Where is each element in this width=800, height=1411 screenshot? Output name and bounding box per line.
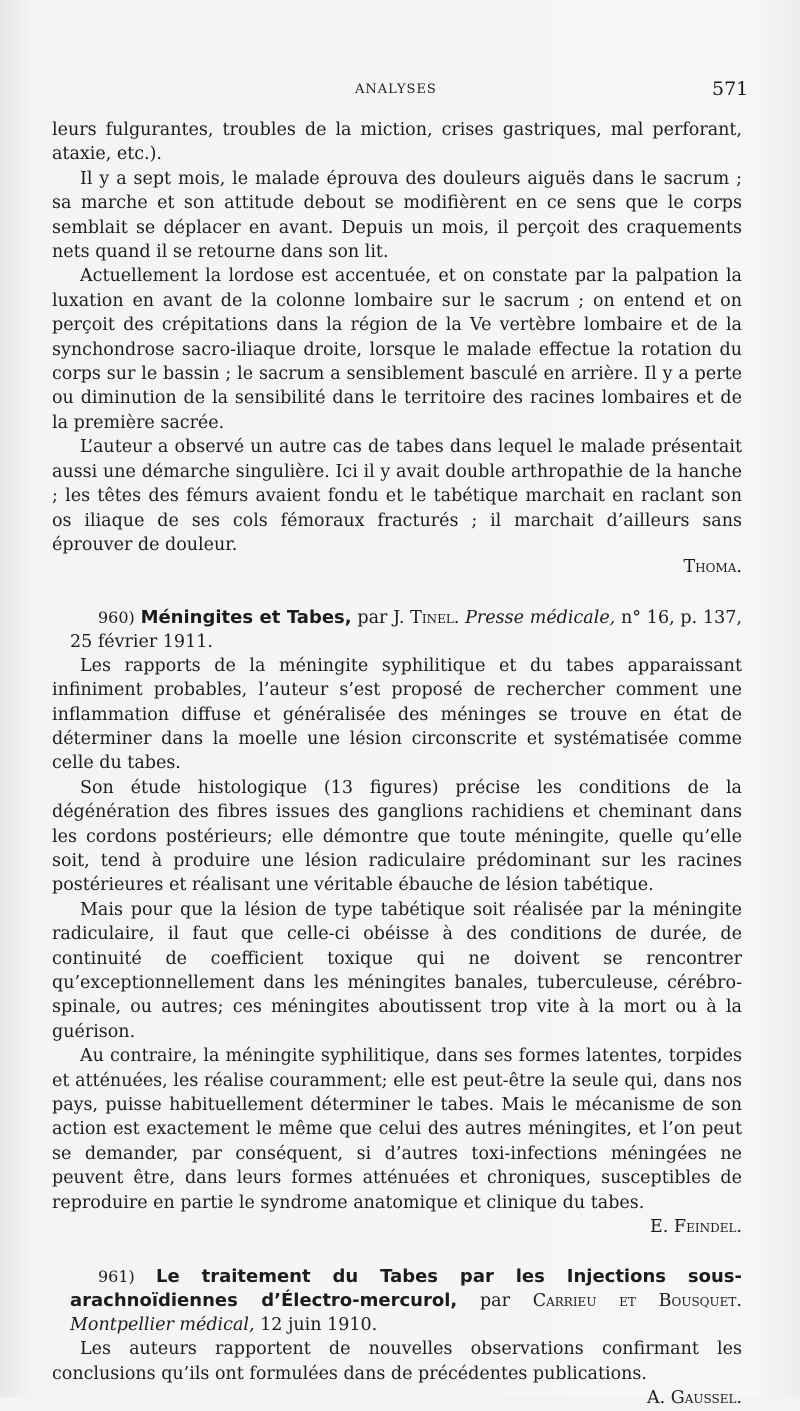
separator: .	[453, 607, 466, 628]
entry-number: 961)	[98, 1267, 135, 1287]
author-names: Carrieu et Bousquet	[532, 1291, 737, 1312]
intro-section	[52, 118, 742, 580]
by-word: par	[351, 607, 394, 628]
entry-title: Le traitement du Tabes par les Injections sous-arachnoïdiennes d’Électro-mercurol,	[70, 1266, 742, 1312]
article-body	[52, 118, 742, 1411]
paragraph: Les auteurs rapportent de nouvelles observations confirmant les conclusions qu’ils ont formulées dans de précédentes publications.	[52, 1339, 742, 1384]
entry-961	[52, 1265, 742, 1410]
page-header	[0, 78, 800, 108]
entry-number: 960)	[98, 607, 135, 627]
paragraph: Il y a sept mois, le malade éprouva des douleurs aiguës dans le sacrum ; sa marche et son attitude debout se modifièrent en ce sens que le corps semblait se déplacer en avant. Depuis un mois, il perçoit des craquements nets quand il se retourne dans son lit.	[52, 168, 742, 263]
entry-960	[52, 606, 742, 1240]
paragraph: Mais pour que la lésion de type tabétique soit réalisée par la méningite radiculaire, il faut que celle-ci obéisse à des conditions de durée, de continuité de coefficient toxique qui ne doivent se rencontrer qu’exceptionnellement dans les méningites banales, tuberculeuse, cérébro-spinale, ou autres; ces méningites aboutissent trop vite à la mort ou à la guérison.	[52, 899, 742, 1042]
paragraph: L’auteur a observé un autre cas de tabes dans lequel le malade présentait aussi une démarche singulière. Ici il y avait double arthropathie de la hanche ; les têtes des fémurs avaient fondu et le tabétique marchait en raclant son os iliaque de ses cols fémoraux fracturés ; il marchait d’ailleurs sans éprouver de douleur.	[52, 437, 742, 555]
by-word: par	[457, 1291, 533, 1312]
signature: E. Feindel.	[650, 1217, 742, 1238]
journal-name: Presse médicale,	[465, 607, 616, 628]
paragraph: Les rapports de la méningite syphilitique et du tabes apparaissant infiniment probables, l’auteur s’est proposé de rechercher comment une inflammation diffuse et généralisée des méninges se trouve en état de déterminer dans la moelle une lésion circonscrite et systématisée comme celle du tabes.	[52, 655, 742, 774]
running-title: ANALYSES	[355, 82, 437, 97]
citation: n° 16, p. 137, 25 février 1911.	[70, 607, 742, 652]
journal-name: Montpellier médical,	[70, 1315, 255, 1336]
signature: A. Gaussel.	[646, 1388, 742, 1409]
entry-heading	[52, 1265, 742, 1337]
citation: 12 juin 1910.	[254, 1315, 378, 1336]
entry-title: Méningites et Tabes,	[140, 606, 352, 628]
author-names: J. Tinel	[393, 607, 454, 628]
separator: .	[736, 1291, 742, 1312]
entry-heading	[52, 606, 742, 654]
paragraph: Actuellement la lordose est accentuée, et on constate par la palpation la luxation en avant de la colonne lombaire sur le sacrum ; on entend et on perçoit des crépitations dans la région de la Ve vertèbre lombaire et de la synchondrose sacro-iliaque droite, lorsque le malade effectue la rotation du corps sur le bassin ; le sacrum a sensiblement basculé en arrière. Il y a perte ou diminution de la sensibilité dans le territoire des racines lombaires et de la première sacrée.	[52, 266, 742, 433]
signature: Thoma.	[683, 557, 742, 578]
paragraph: Au contraire, la méningite syphilitique, dans ses formes latentes, torpides et atténuées, les réalise couramment; elle est peut-être la seule qui, dans nos pays, puisse habituellement déterminer le tabes. Mais le mécanisme de son action est exactement le même que celui des autres méningites, et l’on peut se demander, par conséquent, si d’autres toxi-infections méningées ne peuvent être, dans leurs formes atténuées et chroniques, susceptibles de reproduire en partie le syndrome anatomique et clinique du tabes.	[52, 1046, 742, 1213]
paragraph: leurs fulgurantes, troubles de la miction, crises gastriques, mal perforant, ataxie, etc.).	[52, 120, 742, 165]
paragraph: Son étude histologique (13 figures) précise les conditions de la dégénération des fibres issues des ganglions rachidiens et cheminant dans les cordons postérieurs; elle démontre que toute méningite, quelle qu’elle soit, tend à produire une lésion radiculaire prédominant sur les racines postérieures et réalisant une véritable ébauche de lésion tabétique.	[52, 777, 742, 896]
page-number: 571	[712, 78, 749, 100]
